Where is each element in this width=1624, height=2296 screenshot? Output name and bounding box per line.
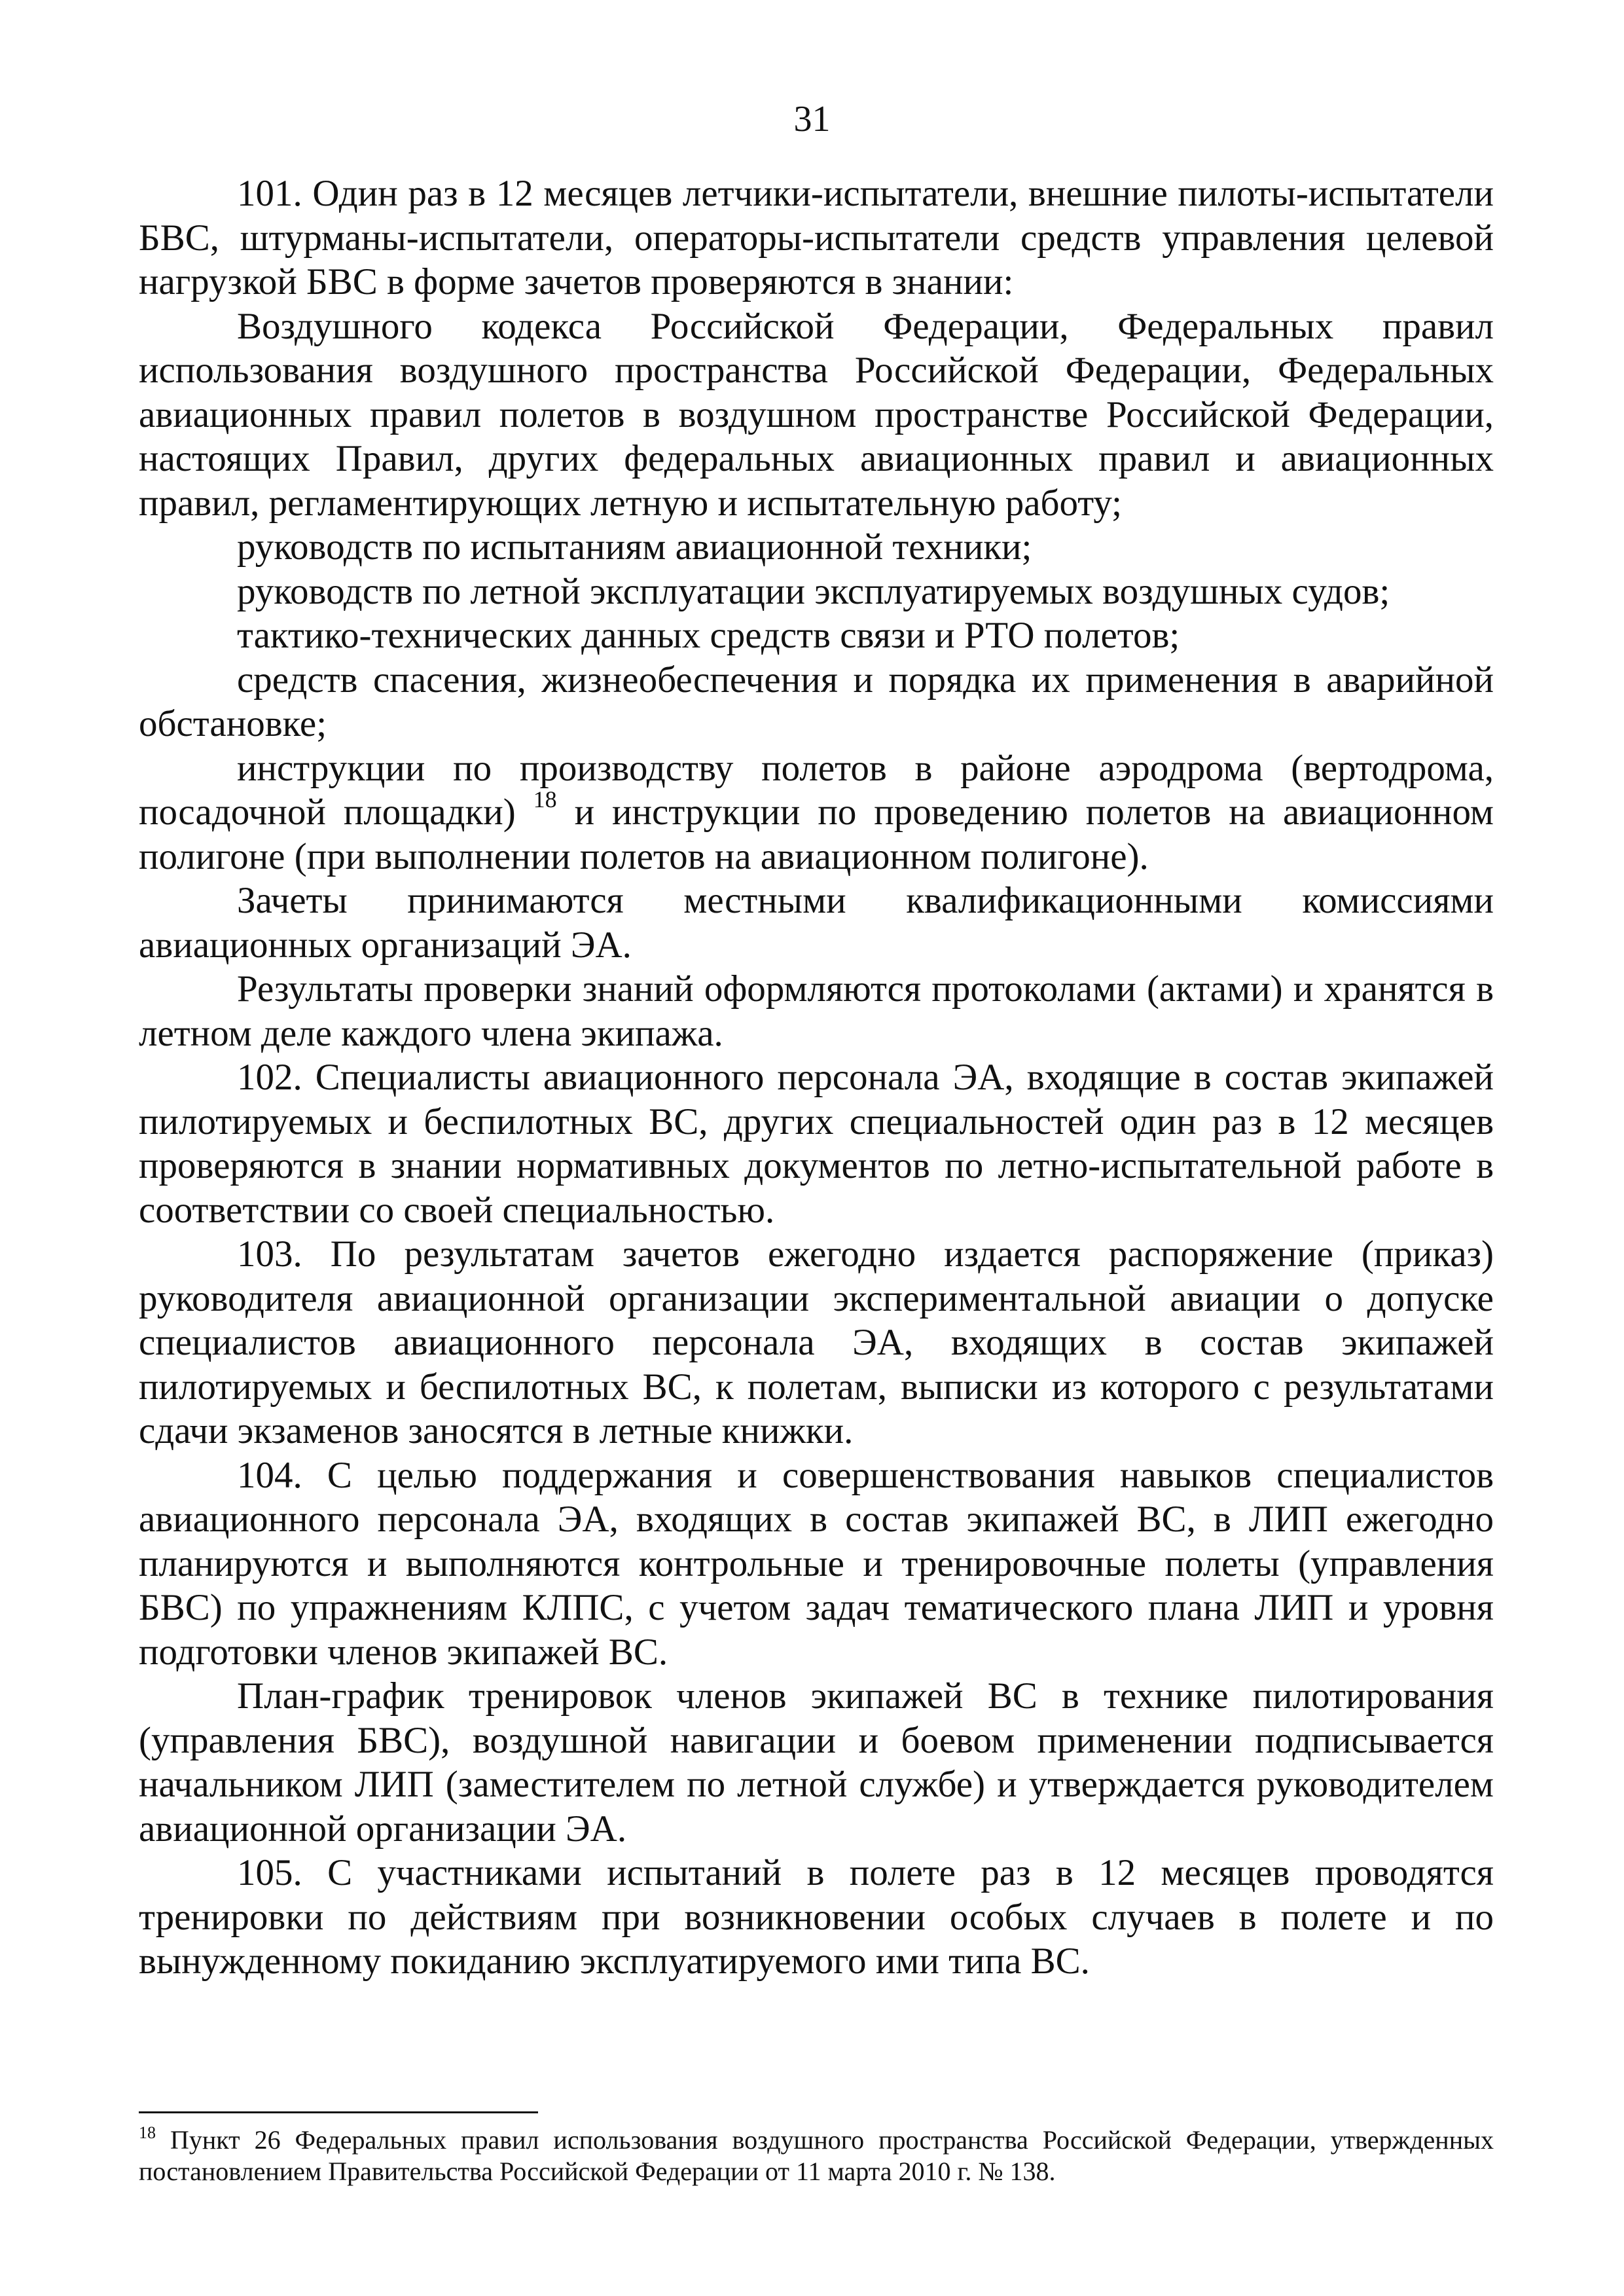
- paragraph-comms-data: тактико-технических данных средств связи и РТО полетов;: [237, 615, 1180, 656]
- paragraph-flight-instructions: [139, 746, 1494, 879]
- paragraph-103: 103. По результатам зачетов ежегодно издается распоряжение (приказ) руководителя авиационной организации экспериментальной авиации о допуске специалистов авиационного персонала ЭА, входящих в состав экипажей пилотируемых и беспилотных ВС, к полетам, выписки из которого с результатами сдачи экзаменов заносятся в летные книжки.: [139, 1233, 1494, 1451]
- paragraph-105: 105. С участниками испытаний в полете раз в 12 месяцев проводятся тренировки по действиям при возникновении особых случаев в полете и по вынужденному покиданию эксплуатируемого ими типа ВС.: [139, 1852, 1494, 1982]
- paragraph-exam-results: Результаты проверки знаний оформляются протоколами (актами) и хранятся в летном деле каждого члена экипажа.: [139, 968, 1494, 1054]
- paragraph-flight-manuals: руководств по летной эксплуатации эксплуатируемых воздушных судов;: [237, 570, 1390, 612]
- footnote-reference: 18: [533, 786, 557, 812]
- paragraph-flight-instructions-end: и инструкции по проведению полетов на авиационном полигоне (при выполнении полетов на авиационном полигоне).: [139, 792, 1494, 877]
- paragraph-test-manuals: руководств по испытаниям авиационной техники;: [237, 526, 1032, 568]
- footnote-text: Пункт 26 Федеральных правил использования воздушного пространства Российской Федерации, утвержденных постановлением Правительства Российской Федерации от 11 марта 2010 г. № 138.: [139, 2125, 1494, 2186]
- document-body: [139, 172, 1494, 1984]
- paragraph-101: 101. Один раз в 12 месяцев летчики-испытатели, внешние пилоты-испытатели БВС, штурманы-испытатели, операторы-испытатели средств управления целевой нагрузкой БВС в форме зачетов проверяются в знании:: [139, 173, 1494, 302]
- footnote-number: 18: [139, 2123, 156, 2142]
- paragraph-flight-instructions-start: инструкции по производству полетов в районе аэродрома (вертодрома, посадочной площадки): [139, 747, 1494, 833]
- paragraph-codes-list: Воздушного кодекса Российской Федерации, Федеральных правил использования воздушного пространства Российской Федерации, Федеральных авиационных правил полетов в воздушном пространстве Российской Федерации, настоящих Правил, других федеральных авиационных правил и авиационных правил, регламентирующих летную и испытательную работу;: [139, 305, 1494, 524]
- page-number: 31: [793, 99, 831, 139]
- paragraph-102: 102. Специалисты авиационного персонала ЭА, входящие в состав экипажей пилотируемых и беспилотных ВС, других специальностей один раз в 12 месяцев проверяются в знании нормативных документов по летно-испытательной работе в соответствии со своей специальностью.: [139, 1057, 1494, 1231]
- paragraph-rescue-means: средств спасения, жизнеобеспечения и порядка их применения в аварийной обстановке;: [139, 659, 1494, 744]
- paragraph-104: 104. С целью поддержания и совершенствования навыков специалистов авиационного персонала ЭА, входящих в состав экипажей ВС, в ЛИП ежегодно планируются и выполняются контрольные и тренировочные полеты (управления БВС) по упражнениям КЛПС, с учетом задач тематического плана ЛИП и уровня подготовки членов экипажей ВС.: [139, 1454, 1494, 1673]
- paragraph-exams-commissions: Зачеты принимаются местными квалификационными комиссиями авиационных организаций ЭА.: [139, 880, 1494, 966]
- footnote: [139, 2124, 1494, 2187]
- footnote-divider: [139, 2111, 538, 2113]
- paragraph-training-schedule: План-график тренировок членов экипажей ВС в технике пилотирования (управления БВС), воздушной навигации и боевом применении подписывается начальником ЛИП (заместителем по летной службе) и утверждается руководителем авиационной организации ЭА.: [139, 1675, 1494, 1850]
